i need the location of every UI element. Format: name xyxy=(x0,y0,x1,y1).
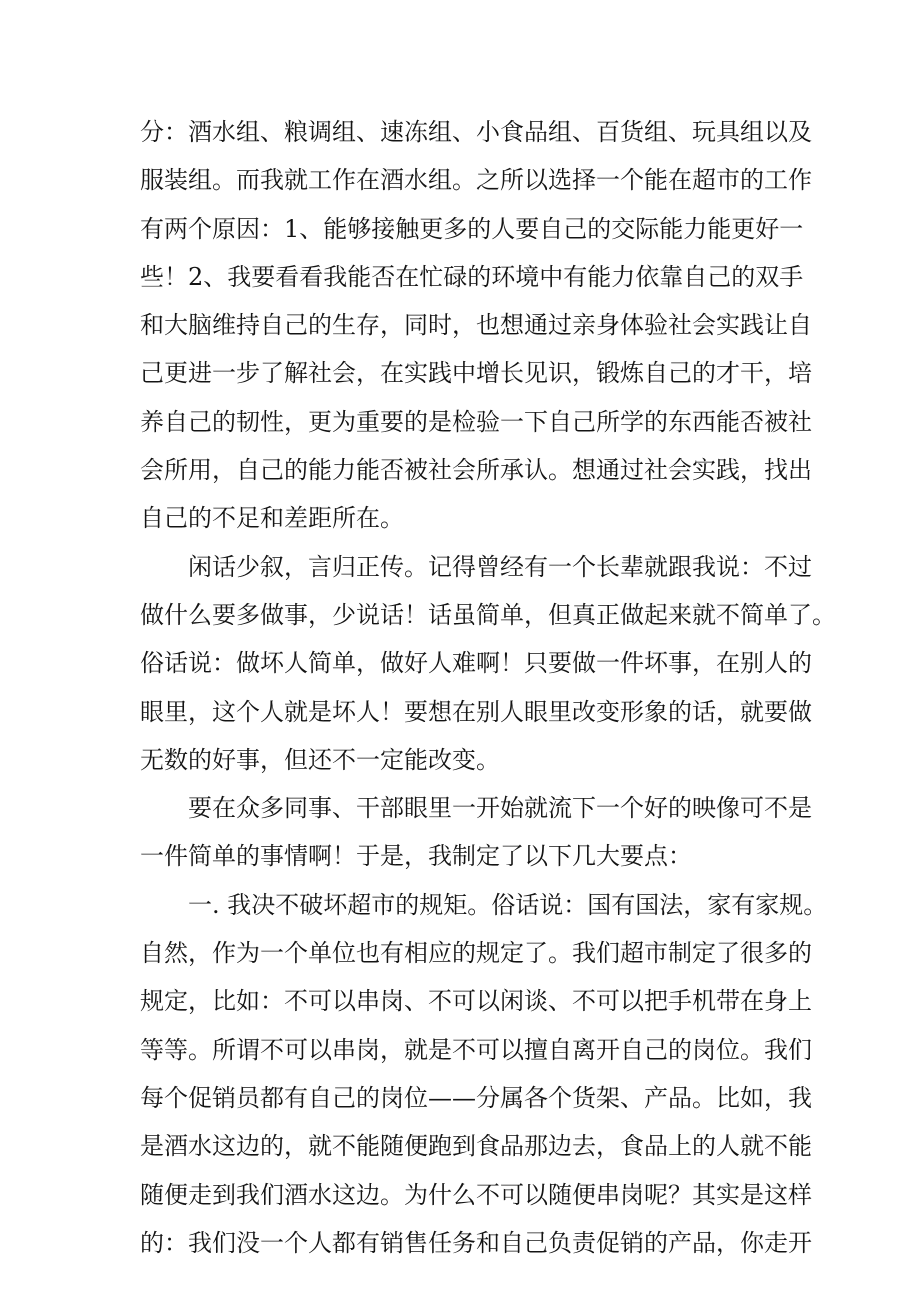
text-line: 眼里，这个人就是坏人！要想在别人眼里改变形象的话，就要做 xyxy=(140,697,812,726)
text-line: 有两个原因：1、能够接触更多的人要自己的交际能力能更好一 xyxy=(140,214,804,243)
text-line: 自然，作为一个单位也有相应的规定了。我们超市制定了很多的 xyxy=(140,939,812,968)
text-line: 俗话说：做坏人简单，做好人难啊！只要做一件坏事，在别人的 xyxy=(140,649,812,678)
text-line: 的：我们没一个人都有销售任务和自己负责促销的产品，你走开 xyxy=(140,1228,812,1257)
text-line: 自己的不足和差距所在。 xyxy=(140,504,404,533)
text-line: 会所用，自己的能力能否被社会所承认。想通过社会实践，找出 xyxy=(140,456,812,485)
text-line: 养自己的韧性，更为重要的是检验一下自己所学的东西能否被社 xyxy=(140,407,812,436)
text-line: 和大脑维持自己的生存，同时，也想通过亲身体验社会实践让自 xyxy=(140,311,812,340)
text-line: 服装组。而我就工作在酒水组。之所以选择一个能在超市的工作 xyxy=(140,166,812,195)
text-line: 规定，比如：不可以串岗、不可以闲谈、不可以把手机带在身上 xyxy=(140,987,812,1016)
document-body xyxy=(140,108,836,1267)
text-line: 做什么要多做事，少说话！话虽简单，但真正做起来就不简单了。 xyxy=(140,600,836,629)
text-line: 些！2、我要看看我能否在忙碌的环境中有能力依靠自己的双手 xyxy=(140,262,804,291)
text-line: 随便走到我们酒水这边。为什么不可以随便串岗呢？其实是这样 xyxy=(140,1180,812,1209)
text-line: 分：酒水组、粮调组、速冻组、小食品组、百货组、玩具组以及 xyxy=(140,118,812,146)
text-line: 等等。所谓不可以串岗，就是不可以擅自离开自己的岗位。我们 xyxy=(140,1035,812,1064)
paragraph-first-line: 闲话少叙，言归正传。记得曾经有一个长辈就跟我说：不过 xyxy=(188,552,812,581)
text-line: 无数的好事，但还不一定能改变。 xyxy=(140,745,500,774)
text-line: 是酒水这边的，就不能随便跑到食品那边去，食品上的人就不能 xyxy=(140,1132,812,1161)
paragraph-first-line: 一. 我决不破坏超市的规矩。俗话说：国有国法，家有家规。 xyxy=(188,890,828,919)
text-line: 己更进一步了解社会，在实践中增长见识，锻炼自己的才干，培 xyxy=(140,359,812,388)
paragraph-first-line: 要在众多同事、干部眼里一开始就流下一个好的映像可不是 xyxy=(188,794,812,823)
text-line: 一件简单的事情啊！于是，我制定了以下几大要点： xyxy=(140,842,692,871)
text-line: 每个促销员都有自己的岗位——分属各个货架、产品。比如，我 xyxy=(140,1083,812,1112)
